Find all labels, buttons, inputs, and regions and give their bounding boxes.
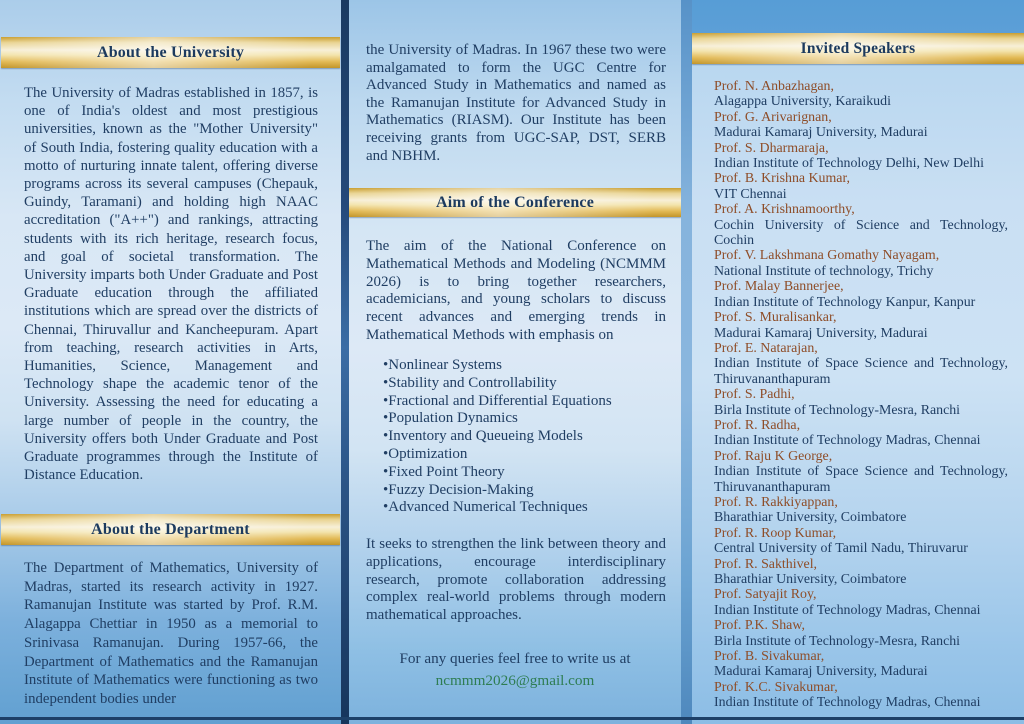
speaker-affiliation: Madurai Kamaraj University, Madurai (714, 325, 928, 341)
about-department-text: The Department of Mathematics, University of Madras, started its research activity in 1927. Ramanujan Institute was started by Prof. R.M. Alagappa Chettiar in 1950 as a memorial to Srinivasa Ramanujan. During 1957-66, the Department of Mathematics and the Ramanujan Institute of Mathematics were functioning as two independent bodies under (24, 560, 318, 707)
speaker-name: Prof. K.C. Sivakumar, (714, 679, 838, 695)
conference-topics-list (383, 357, 669, 517)
speaker-affiliation: Alagappa University, Karaikudi (714, 94, 891, 110)
department-text-continuation: the University of Madras. In 1967 these two were amalgamated to form the UGC Centre for Advanced Study in Mathematics and named as the Ramanujan Institute for Advanced Study in Mathematics (RIASM). Our Institute has been receiving grants from UGC-SAP, DST, SERB and NBHM. (366, 42, 666, 164)
speaker-name: Prof. B. Krishna Kumar, (714, 171, 851, 187)
page-bottom-rule (0, 717, 1024, 720)
speaker-affiliation: Indian Institute of Space Science and Technology, Thiruvananthapuram (714, 356, 1008, 387)
speaker-name: Prof. N. Anbazhagan, (714, 79, 834, 94)
conference-topic-item: • Fuzzy Decision-Making (383, 482, 669, 500)
speaker-name: Prof. V. Lakshmana Gomathy Nayagam, (714, 248, 940, 264)
speaker-name: Prof. B. Sivakumar, (714, 649, 825, 665)
speaker-name: Prof. E. Natarajan, (714, 340, 818, 356)
conference-aim-outro-text: It seeks to strengthen the link between theory and applications, encourage interdisciplinary research, promote collaboration addressing complex real-world problems through modern mathematical approaches. (366, 536, 666, 624)
section-header-about-department: About the Department (1, 514, 340, 545)
speaker-name: Prof. S. Padhi, (714, 387, 795, 403)
speaker-affiliation: Bharathiar University, Coimbatore (714, 572, 907, 587)
speaker-affiliation: National Institute of technology, Trichy (714, 263, 934, 279)
panel-invited-speakers (692, 0, 1024, 724)
panel-aim-of-conference (349, 0, 681, 724)
fold-divider-right (681, 0, 692, 724)
speaker-name: Prof. R. Roop Kumar, (714, 525, 837, 541)
section-header-invited-speakers: Invited Speakers (692, 33, 1024, 64)
conference-topic-item: • Stability and Controllability (383, 375, 669, 393)
speaker-name: Prof. P.K. Shaw, (714, 618, 805, 634)
speaker-affiliation: Indian Institute of Technology Madras, Chennai (714, 433, 981, 449)
speaker-name: Prof. R. Rakkiyappan, (714, 494, 838, 510)
speaker-name: Prof. G. Arivarignan, (714, 109, 832, 125)
speaker-affiliation: Indian Institute of Technology Kanpur, Kanpur (714, 294, 976, 310)
panel-about-university (0, 0, 341, 724)
about-university-text: The University of Madras established in 1857, is one of India's oldest and most prestigious universities, known as the "Mother University" of South India, fostering quality education with a motto of nurturing innate talent, offering diverse programs across its several campuses (Chepauk, Guindy, Taramani) and holding high NAAC accreditation ("A++") and rankings, attracting students with its rich heritage, research focus, and goal of societal transformation. The University imparts both Under Graduate and Post Graduate education through the affiliated institutions which are spread over the districts of Chennai, Thiruvallur and Kancheepuram. Apart from teaching, research activities in Arts, Humanities, Science, Management and Technology shape the academic tenor of the University. Assessing the need for educating a large number of people in the country, the University offers both Under Graduate and Post Graduate programmes through the Institute of Distance Education. (24, 85, 318, 484)
section-header-aim-of-conference: Aim of the Conference (349, 188, 681, 217)
speaker-name: Prof. S. Dharmaraja, (714, 140, 829, 156)
contact-email-link[interactable]: ncmmm2026@gmail.com (435, 672, 595, 689)
fold-divider-left (341, 0, 349, 724)
speaker-affiliation: Indian Institute of Space Science and Technology, Thiruvananthapuram (714, 464, 1008, 495)
section-header-about-university: About the University (1, 37, 340, 68)
conference-topic-item: • Optimization (383, 446, 669, 464)
speaker-affiliation: Indian Institute of Technology Madras, Chennai (714, 602, 981, 618)
speaker-affiliation: Indian Institute of Technology Delhi, New Delhi (714, 156, 984, 172)
speaker-name: Prof. R. Sakthivel, (714, 556, 818, 572)
speaker-affiliation: Bharathiar University, Coimbatore (714, 510, 907, 526)
speaker-name: Prof. R. Radha, (714, 417, 801, 433)
conference-topic-item: • Nonlinear Systems (383, 357, 669, 375)
conference-topic-item: • Inventory and Queueing Models (383, 428, 669, 446)
conference-topic-item: • Fractional and Differential Equations (383, 393, 669, 411)
speaker-affiliation: Cochin University of Science and Technology, Cochin (714, 217, 1008, 249)
speakers-list (714, 79, 1008, 711)
speaker-name: Prof. S. Muralisankar, (714, 310, 837, 326)
speaker-affiliation: Indian Institute of Technology Madras, Chennai (714, 695, 981, 711)
speaker-name: Prof. Malay Bannerjee, (714, 279, 844, 295)
speaker-name: Prof. A. Krishnamoorthy, (714, 202, 855, 218)
speaker-affiliation: Madurai Kamaraj University, Madurai (714, 125, 928, 141)
contact-block (349, 650, 681, 690)
contact-queries-text: For any queries feel free to write us at (399, 650, 631, 667)
speaker-affiliation: Madurai Kamaraj University, Madurai (714, 664, 928, 680)
speaker-affiliation: Central University of Tamil Nadu, Thiruvarur (714, 541, 968, 557)
speaker-name: Prof. Satyajit Roy, (714, 587, 817, 603)
speaker-affiliation: Birla Institute of Technology-Mesra, Ranchi (714, 633, 961, 649)
conference-topic-item: • Population Dynamics (383, 410, 669, 428)
speaker-name: Prof. Raju K George, (714, 448, 833, 464)
speaker-affiliation: Birla Institute of Technology-Mesra, Ranchi (714, 402, 961, 418)
conference-topic-item: • Advanced Numerical Techniques (383, 499, 669, 517)
conference-aim-intro-text: The aim of the National Conference on Mathematical Methods and Modeling (NCMMM 2026) is to bring together researchers, academicians, and young scholars to discuss recent advances and emerging trends in Mathematical Methods with emphasis on (366, 238, 666, 343)
speaker-affiliation: VIT Chennai (714, 186, 787, 202)
conference-topic-item: • Fixed Point Theory (383, 464, 669, 482)
